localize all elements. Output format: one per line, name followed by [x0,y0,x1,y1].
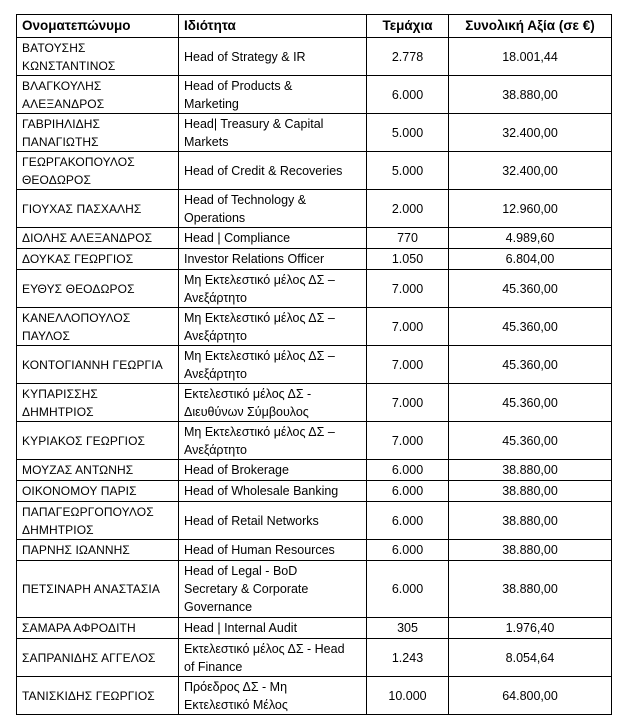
header-value: Συνολική Αξία (σε €) [449,15,612,38]
cell-qty: 6.000 [367,481,449,502]
cell-qty: 305 [367,618,449,639]
cell-value: 38.880,00 [449,540,612,561]
header-name: Ονοματεπώνυμο [17,15,179,38]
cell-qty: 5.000 [367,152,449,190]
cell-name: ΣΑΜΑΡΑ ΑΦΡΟΔΙΤΗ [17,618,179,639]
cell-name: ΒΛΑΓΚΟΥΛΗΣ ΑΛΕΞΑΝΔΡΟΣ [17,76,179,114]
cell-qty: 770 [367,228,449,249]
cell-value: 45.360,00 [449,422,612,460]
cell-qty: 1.050 [367,249,449,270]
cell-value: 38.880,00 [449,502,612,540]
cell-role: Head| Treasury & Capital Markets [179,114,367,152]
cell-name: ΚΟΝΤΟΓΙΑΝΝΗ ΓΕΩΡΓΙΑ [17,346,179,384]
table-row [17,384,612,422]
cell-role: Head of Human Resources [179,540,367,561]
table-row [17,618,612,639]
cell-value: 32.400,00 [449,114,612,152]
cell-role: Head of Wholesale Banking [179,481,367,502]
cell-value: 45.360,00 [449,270,612,308]
cell-qty: 7.000 [367,270,449,308]
table-row [17,308,612,346]
cell-role: Μη Εκτελεστικό μέλος ΔΣ – Ανεξάρτητο [179,422,367,460]
table-row [17,270,612,308]
cell-name: ΓΑΒΡΙΗΛΙΔΗΣ ΠΑΝΑΓΙΩΤΗΣ [17,114,179,152]
table-row [17,249,612,270]
cell-name: ΜΟΥΖΑΣ ΑΝΤΩΝΗΣ [17,460,179,481]
cell-value: 12.960,00 [449,190,612,228]
cell-qty: 10.000 [367,677,449,715]
cell-qty: 7.000 [367,346,449,384]
table-row [17,152,612,190]
cell-value: 38.880,00 [449,76,612,114]
cell-name: ΕΥΘΥΣ ΘΕΟΔΩΡΟΣ [17,270,179,308]
cell-name: ΚΑΝΕΛΛΟΠΟΥΛΟΣ ΠΑΥΛΟΣ [17,308,179,346]
cell-role: Head of Legal - BoD Secretary & Corporate Governance [179,561,367,618]
cell-name: ΒΑΤΟΥΣΗΣ ΚΩΝΣΤΑΝΤΙΝΟΣ [17,38,179,76]
cell-name: ΤΑΝΙΣΚΙΔΗΣ ΓΕΩΡΓΙΟΣ [17,677,179,715]
table-row [17,76,612,114]
cell-role: Εκτελεστικό μέλος ΔΣ - Διευθύνων Σύμβουλος [179,384,367,422]
table-row [17,422,612,460]
table-row [17,561,612,618]
cell-name: ΚΥΡΙΑΚΟΣ ΓΕΩΡΓΙΟΣ [17,422,179,460]
cell-qty: 7.000 [367,422,449,460]
cell-qty: 6.000 [367,76,449,114]
cell-name: ΔΟΥΚΑΣ ΓΕΩΡΓΙΟΣ [17,249,179,270]
cell-role: Head | Compliance [179,228,367,249]
cell-role: Investor Relations Officer [179,249,367,270]
cell-role: Μη Εκτελεστικό μέλος ΔΣ – Ανεξάρτητο [179,346,367,384]
table-row [17,677,612,715]
shareholdings-table [16,14,612,715]
cell-value: 8.054,64 [449,639,612,677]
cell-qty: 6.000 [367,540,449,561]
cell-value: 1.976,40 [449,618,612,639]
cell-name: ΚΥΠΑΡΙΣΣΗΣ ΔΗΜΗΤΡΙΟΣ [17,384,179,422]
cell-name: ΓΕΩΡΓΑΚΟΠΟΥΛΟΣ ΘΕΟΔΩΡΟΣ [17,152,179,190]
cell-role: Head of Strategy & IR [179,38,367,76]
cell-qty: 6.000 [367,561,449,618]
cell-role: Head of Technology & Operations [179,190,367,228]
cell-qty: 7.000 [367,308,449,346]
cell-role: Μη Εκτελεστικό μέλος ΔΣ – Ανεξάρτητο [179,270,367,308]
table-row [17,502,612,540]
cell-name: ΣΑΠΡΑΝΙΔΗΣ ΑΓΓΕΛΟΣ [17,639,179,677]
cell-value: 32.400,00 [449,152,612,190]
cell-qty: 5.000 [367,114,449,152]
cell-name: ΓΙΟΥΧΑΣ ΠΑΣΧΑΛΗΣ [17,190,179,228]
cell-name: ΠΕΤΣΙΝΑΡΗ ΑΝΑΣΤΑΣΙΑ [17,561,179,618]
cell-qty: 2.000 [367,190,449,228]
table-body [17,38,612,715]
cell-value: 18.001,44 [449,38,612,76]
table-row [17,346,612,384]
cell-qty: 6.000 [367,502,449,540]
cell-value: 4.989,60 [449,228,612,249]
cell-qty: 2.778 [367,38,449,76]
cell-role: Head of Brokerage [179,460,367,481]
cell-value: 64.800,00 [449,677,612,715]
header-role: Ιδιότητα [179,15,367,38]
cell-value: 6.804,00 [449,249,612,270]
table-row [17,228,612,249]
cell-value: 38.880,00 [449,561,612,618]
table-row [17,540,612,561]
cell-qty: 6.000 [367,460,449,481]
cell-role: Μη Εκτελεστικό μέλος ΔΣ – Ανεξάρτητο [179,308,367,346]
table-row [17,481,612,502]
cell-value: 38.880,00 [449,481,612,502]
cell-value: 45.360,00 [449,308,612,346]
cell-qty: 1.243 [367,639,449,677]
table-row [17,38,612,76]
table-row [17,190,612,228]
cell-role: Head of Retail Networks [179,502,367,540]
cell-value: 45.360,00 [449,346,612,384]
table-header-row [17,15,612,38]
cell-value: 38.880,00 [449,460,612,481]
cell-role: Head of Products & Marketing [179,76,367,114]
cell-name: ΠΑΡΝΗΣ ΙΩΑΝΝΗΣ [17,540,179,561]
cell-role: Head | Internal Audit [179,618,367,639]
cell-role: Head of Credit & Recoveries [179,152,367,190]
cell-name: ΔΙΟΛΗΣ ΑΛΕΞΑΝΔΡΟΣ [17,228,179,249]
cell-qty: 7.000 [367,384,449,422]
table-row [17,114,612,152]
cell-role: Πρόεδρος ΔΣ - Μη Εκτελεστικό Μέλος [179,677,367,715]
header-qty: Τεμάχια [367,15,449,38]
cell-value: 45.360,00 [449,384,612,422]
cell-role: Εκτελεστικό μέλος ΔΣ - Head of Finance [179,639,367,677]
cell-name: ΠΑΠΑΓΕΩΡΓΟΠΟΥΛΟΣ ΔΗΜΗΤΡΙΟΣ [17,502,179,540]
table-row [17,460,612,481]
cell-name: ΟΙΚΟΝΟΜΟΥ ΠΑΡΙΣ [17,481,179,502]
table-row [17,639,612,677]
